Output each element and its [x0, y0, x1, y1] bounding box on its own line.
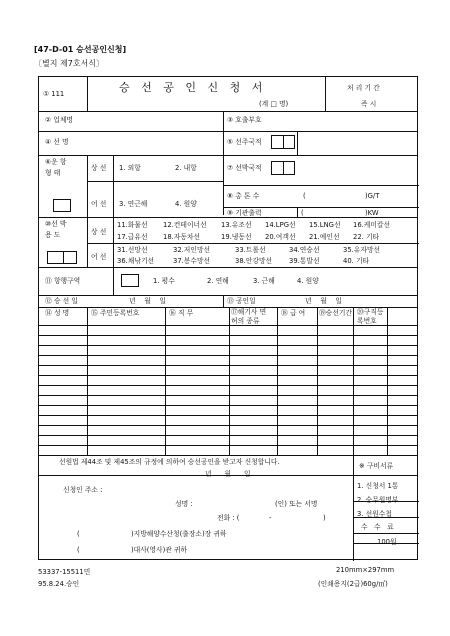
title-sub: (계 □ 명) — [259, 100, 289, 108]
col-salary: ⑱ 급 여 — [281, 309, 306, 317]
document-1: 1. 신청서 1통 — [357, 482, 399, 490]
boarding-date-label: ⑫ 승 선 일 — [45, 297, 78, 305]
area-box[interactable] — [121, 274, 139, 287]
use-34[interactable]: 34.연승선 — [289, 246, 320, 254]
processing-label: 처 리 기 간 — [347, 84, 380, 92]
use-31[interactable]: 31.선망선 — [117, 246, 148, 254]
owner-nationality-label: ⑤ 선주국적 — [227, 138, 262, 146]
declaration-date: 년 월 일 — [205, 470, 251, 478]
route-option-3[interactable]: 3. 연근해 — [119, 200, 148, 208]
merchant-label: 상 선 — [91, 164, 107, 172]
footer-approved: 95.8.24.승인 — [38, 580, 80, 588]
use-18[interactable]: 18.자동차선 — [163, 233, 201, 241]
fishing-label: 어 선 — [91, 200, 107, 208]
footer-paper: (인쇄용지(2급)60g/㎡) — [318, 580, 388, 588]
col-license: ⑰해기사 면 허의 종류 — [231, 308, 267, 325]
ship-name-label: ④ 선 명 — [45, 138, 69, 146]
applicant-address-label: 신청인 주소 : — [63, 486, 103, 494]
approval-date-value: 년 월 일 — [305, 297, 342, 305]
use-39[interactable]: 39.통발선 — [289, 257, 320, 265]
use-36[interactable]: 36.채낚기선 — [117, 257, 155, 265]
footer-size: 210mm×297mm — [336, 566, 395, 574]
col-registration: ⑳구직등 록번호 — [357, 308, 384, 325]
route-type-box[interactable] — [53, 199, 71, 212]
recipient2-text: )대사(영사)관 귀하 — [131, 546, 188, 554]
boarding-date-value: 년 월 일 — [129, 297, 166, 305]
fee-value: 100원 — [377, 538, 397, 546]
route-type-label: ⑥운 항 형 태 — [45, 158, 67, 177]
route-option-2[interactable]: 2. 내항 — [175, 164, 197, 172]
phone-close: ) — [323, 514, 326, 522]
item-number: ① 111 — [43, 90, 65, 98]
declaration-text: 선원법 제44조 및 제45조의 규정에 의하여 승선공인을 받고자 신청합니다. — [59, 458, 280, 466]
use-16[interactable]: 16.케미칼선 — [353, 221, 391, 229]
use-40[interactable]: 40. 기타 — [343, 257, 370, 265]
recipient1-text: )지방해양수산청(출장소)장 귀하 — [131, 530, 227, 538]
use-fishing-label: 어 선 — [91, 253, 107, 261]
processing-value: 즉 시 — [361, 100, 377, 108]
recipient2-open: ( — [77, 546, 80, 554]
form-code: [47-D-01 승선공인신청] — [34, 45, 127, 54]
kw-unit: )KW — [365, 209, 379, 217]
recipient1-open: ( — [77, 530, 80, 538]
document-3: 3. 선원수첩 — [357, 510, 392, 518]
use-33[interactable]: 33.트롤선 — [235, 246, 266, 254]
use-21[interactable]: 21.예인선 — [309, 233, 340, 241]
use-12[interactable]: 12.컨테이너선 — [163, 221, 207, 229]
area-label: ⑪ 항행구역 — [45, 277, 81, 285]
document-2: 2. 승무원명부 — [357, 496, 399, 504]
use-22[interactable]: 22. 기타 — [353, 233, 380, 241]
seal-label: (인) 또는 서명 — [275, 500, 318, 508]
use-37[interactable]: 37.봉수망선 — [173, 257, 211, 265]
phone-dash: - — [269, 514, 272, 522]
area-option-3[interactable]: 3. 근해 — [253, 277, 275, 285]
gt-unit: )G/T — [365, 192, 380, 200]
col-id-number: ⑮ 주민등록번호 — [91, 309, 140, 317]
col-duty: ⑯ 직 무 — [169, 309, 194, 317]
documents-title: ※ 구비서류 — [359, 462, 394, 470]
fee-label: 수 수 료 — [361, 523, 394, 531]
approval-date-label: ⑬ 공인일 — [227, 297, 256, 305]
gross-tonnage-label: ⑧ 총 톤 수 — [227, 192, 260, 200]
route-option-1[interactable]: 1. 외항 — [119, 164, 141, 172]
engine-output-label: ⑨ 기관출력 — [227, 209, 262, 217]
use-15[interactable]: 15.LNG선 — [309, 221, 341, 229]
applicant-name-label: 성명 : — [175, 500, 193, 508]
use-17[interactable]: 17.급유선 — [117, 233, 148, 241]
vessel-nationality-label: ⑦ 선박국적 — [227, 164, 262, 172]
col-period: ⑲승선기간 — [319, 309, 353, 317]
ship-use-label: ⑩선 박 용 도 — [45, 220, 67, 239]
phone-label: 전화 : ( — [217, 514, 240, 522]
use-11[interactable]: 11.화물선 — [117, 221, 148, 229]
use-38[interactable]: 38.안강망선 — [235, 257, 273, 265]
col-name: ⑭ 성 명 — [45, 309, 70, 317]
area-option-2[interactable]: 2. 연해 — [207, 277, 229, 285]
page-title: 승 선 공 인 신 청 서 — [119, 81, 267, 94]
use-merchant-label: 상 선 — [91, 228, 107, 236]
use-20[interactable]: 20.여객선 — [265, 233, 296, 241]
use-13[interactable]: 13.유조선 — [221, 221, 252, 229]
route-option-4[interactable]: 4. 원양 — [175, 200, 197, 208]
ship-use-box[interactable] — [47, 251, 77, 264]
use-19[interactable]: 19.냉동선 — [221, 233, 252, 241]
company-label: ② 업체명 — [45, 116, 73, 124]
gt-paren-open: ( — [303, 192, 306, 200]
use-32[interactable]: 32.저인망선 — [173, 246, 211, 254]
kw-paren-open: ( — [301, 209, 304, 217]
footer-code: 53337-15511민 — [38, 568, 91, 576]
area-option-4[interactable]: 4. 원양 — [297, 277, 319, 285]
callsign-label: ③ 호출부호 — [227, 116, 262, 124]
area-option-1[interactable]: 1. 평수 — [153, 277, 175, 285]
attachment-label: 〔별지 제7호서식〕 — [34, 59, 105, 68]
use-14[interactable]: 14.LPG선 — [265, 221, 296, 229]
use-35[interactable]: 35.유자망선 — [343, 246, 381, 254]
application-form — [38, 76, 418, 560]
